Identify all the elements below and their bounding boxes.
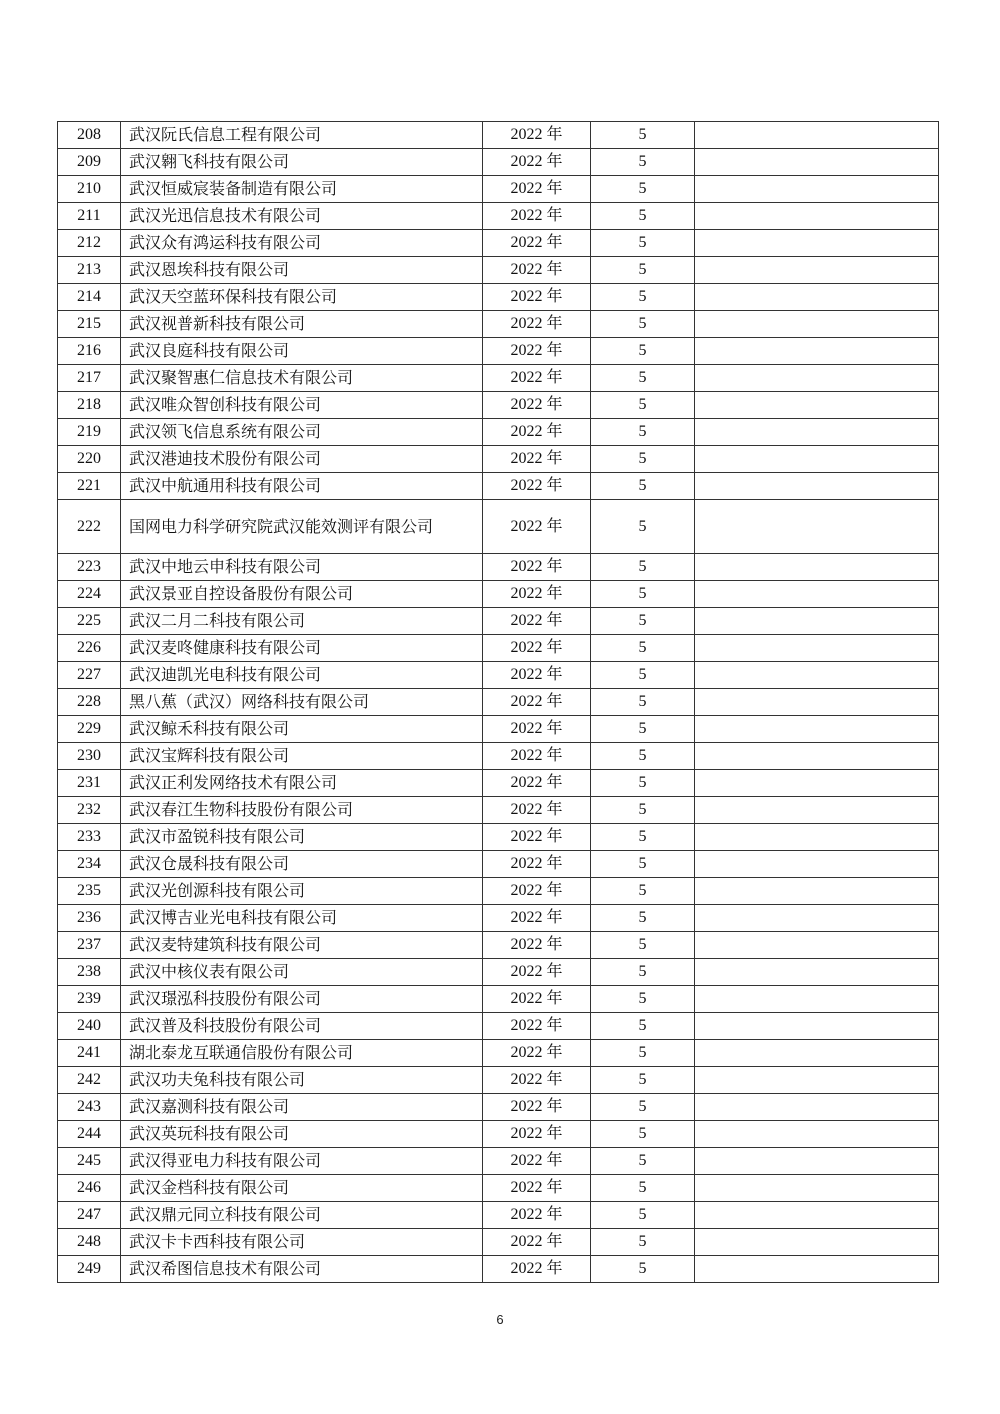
row-number-cell: 217: [58, 365, 121, 392]
row-number-cell: 222: [58, 500, 121, 554]
table-row: [58, 1094, 939, 1121]
count-cell: 5: [591, 392, 695, 419]
row-number-cell: 238: [58, 959, 121, 986]
table-row: [58, 257, 939, 284]
note-cell: [695, 905, 939, 932]
note-cell: [695, 122, 939, 149]
page-number: 6: [496, 1312, 504, 1327]
table-row: [58, 230, 939, 257]
company-name-cell: 武汉博吉业光电科技有限公司: [121, 905, 483, 932]
count-cell: 5: [591, 203, 695, 230]
note-cell: [695, 419, 939, 446]
year-cell: 2022 年: [483, 743, 591, 770]
note-cell: [695, 1067, 939, 1094]
table-row: [58, 365, 939, 392]
year-cell: 2022 年: [483, 824, 591, 851]
row-number-cell: 229: [58, 716, 121, 743]
note-cell: [695, 635, 939, 662]
count-cell: 5: [591, 1013, 695, 1040]
year-cell: 2022 年: [483, 311, 591, 338]
year-cell: 2022 年: [483, 500, 591, 554]
count-cell: 5: [591, 500, 695, 554]
table-row: [58, 1256, 939, 1283]
row-number-cell: 235: [58, 878, 121, 905]
table-row: [58, 581, 939, 608]
table-row: [58, 1229, 939, 1256]
company-name-cell: 武汉鲸禾科技有限公司: [121, 716, 483, 743]
year-cell: 2022 年: [483, 1256, 591, 1283]
year-cell: 2022 年: [483, 635, 591, 662]
company-name-cell: 武汉春江生物科技股份有限公司: [121, 797, 483, 824]
table-row: [58, 338, 939, 365]
company-name-cell: 武汉众有鸿运科技有限公司: [121, 230, 483, 257]
count-cell: 5: [591, 689, 695, 716]
row-number-cell: 246: [58, 1175, 121, 1202]
company-name-cell: 武汉仓晟科技有限公司: [121, 851, 483, 878]
table-row: [58, 986, 939, 1013]
row-number-cell: 224: [58, 581, 121, 608]
year-cell: 2022 年: [483, 473, 591, 500]
count-cell: 5: [591, 635, 695, 662]
table-row: [58, 446, 939, 473]
note-cell: [695, 581, 939, 608]
year-cell: 2022 年: [483, 149, 591, 176]
year-cell: 2022 年: [483, 1013, 591, 1040]
year-cell: 2022 年: [483, 770, 591, 797]
company-table: [57, 121, 939, 1283]
year-cell: 2022 年: [483, 986, 591, 1013]
note-cell: [695, 959, 939, 986]
count-cell: 5: [591, 716, 695, 743]
table-row: [58, 959, 939, 986]
table-row: [58, 473, 939, 500]
company-name-cell: 武汉阮氏信息工程有限公司: [121, 122, 483, 149]
year-cell: 2022 年: [483, 1067, 591, 1094]
row-number-cell: 248: [58, 1229, 121, 1256]
table-row: [58, 635, 939, 662]
note-cell: [695, 824, 939, 851]
row-number-cell: 245: [58, 1148, 121, 1175]
note-cell: [695, 311, 939, 338]
year-cell: 2022 年: [483, 878, 591, 905]
count-cell: 5: [591, 824, 695, 851]
row-number-cell: 223: [58, 554, 121, 581]
row-number-cell: 242: [58, 1067, 121, 1094]
year-cell: 2022 年: [483, 932, 591, 959]
year-cell: 2022 年: [483, 608, 591, 635]
table-row: [58, 608, 939, 635]
note-cell: [695, 851, 939, 878]
company-name-cell: 武汉麦特建筑科技有限公司: [121, 932, 483, 959]
note-cell: [695, 500, 939, 554]
company-name-cell: 武汉卡卡西科技有限公司: [121, 1229, 483, 1256]
note-cell: [695, 1013, 939, 1040]
row-number-cell: 214: [58, 284, 121, 311]
year-cell: 2022 年: [483, 1202, 591, 1229]
count-cell: 5: [591, 419, 695, 446]
year-cell: 2022 年: [483, 230, 591, 257]
note-cell: [695, 608, 939, 635]
count-cell: 5: [591, 257, 695, 284]
row-number-cell: 226: [58, 635, 121, 662]
note-cell: [695, 446, 939, 473]
row-number-cell: 215: [58, 311, 121, 338]
row-number-cell: 209: [58, 149, 121, 176]
table-row: [58, 1175, 939, 1202]
count-cell: 5: [591, 149, 695, 176]
note-cell: [695, 986, 939, 1013]
count-cell: 5: [591, 932, 695, 959]
year-cell: 2022 年: [483, 122, 591, 149]
company-name-cell: 武汉市盈锐科技有限公司: [121, 824, 483, 851]
company-name-cell: 武汉英玩科技有限公司: [121, 1121, 483, 1148]
count-cell: 5: [591, 1148, 695, 1175]
company-name-cell: 武汉希图信息技术有限公司: [121, 1256, 483, 1283]
count-cell: 5: [591, 1067, 695, 1094]
company-name-cell: 武汉港迪技术股份有限公司: [121, 446, 483, 473]
row-number-cell: 211: [58, 203, 121, 230]
year-cell: 2022 年: [483, 1175, 591, 1202]
table-row: [58, 1013, 939, 1040]
company-name-cell: 武汉聚智惠仁信息技术有限公司: [121, 365, 483, 392]
year-cell: 2022 年: [483, 257, 591, 284]
note-cell: [695, 716, 939, 743]
company-name-cell: 湖北泰龙互联通信股份有限公司: [121, 1040, 483, 1067]
table-row: [58, 1202, 939, 1229]
year-cell: 2022 年: [483, 176, 591, 203]
company-name-cell: 武汉二月二科技有限公司: [121, 608, 483, 635]
row-number-cell: 220: [58, 446, 121, 473]
row-number-cell: 210: [58, 176, 121, 203]
count-cell: 5: [591, 122, 695, 149]
year-cell: 2022 年: [483, 365, 591, 392]
company-name-cell: 武汉中航通用科技有限公司: [121, 473, 483, 500]
year-cell: 2022 年: [483, 1040, 591, 1067]
company-name-cell: 武汉恒威宸装备制造有限公司: [121, 176, 483, 203]
row-number-cell: 240: [58, 1013, 121, 1040]
company-name-cell: 武汉翱飞科技有限公司: [121, 149, 483, 176]
row-number-cell: 249: [58, 1256, 121, 1283]
year-cell: 2022 年: [483, 1121, 591, 1148]
year-cell: 2022 年: [483, 716, 591, 743]
note-cell: [695, 1121, 939, 1148]
row-number-cell: 212: [58, 230, 121, 257]
company-table-body: [58, 122, 939, 1283]
note-cell: [695, 149, 939, 176]
year-cell: 2022 年: [483, 446, 591, 473]
year-cell: 2022 年: [483, 284, 591, 311]
company-name-cell: 武汉恩埃科技有限公司: [121, 257, 483, 284]
count-cell: 5: [591, 851, 695, 878]
table-row: [58, 392, 939, 419]
table-row: [58, 311, 939, 338]
company-name-cell: 武汉得亚电力科技有限公司: [121, 1148, 483, 1175]
company-name-cell: 武汉视普新科技有限公司: [121, 311, 483, 338]
note-cell: [695, 473, 939, 500]
table-row: [58, 689, 939, 716]
count-cell: 5: [591, 770, 695, 797]
count-cell: 5: [591, 797, 695, 824]
year-cell: 2022 年: [483, 338, 591, 365]
year-cell: 2022 年: [483, 959, 591, 986]
note-cell: [695, 392, 939, 419]
table-row: [58, 284, 939, 311]
note-cell: [695, 257, 939, 284]
count-cell: 5: [591, 1175, 695, 1202]
count-cell: 5: [591, 284, 695, 311]
company-name-cell: 武汉鼎元同立科技有限公司: [121, 1202, 483, 1229]
count-cell: 5: [591, 1094, 695, 1121]
table-row: [58, 743, 939, 770]
row-number-cell: 231: [58, 770, 121, 797]
count-cell: 5: [591, 959, 695, 986]
year-cell: 2022 年: [483, 797, 591, 824]
company-name-cell: 武汉光迅信息技术有限公司: [121, 203, 483, 230]
year-cell: 2022 年: [483, 419, 591, 446]
note-cell: [695, 689, 939, 716]
year-cell: 2022 年: [483, 662, 591, 689]
row-number-cell: 218: [58, 392, 121, 419]
note-cell: [695, 1175, 939, 1202]
count-cell: 5: [591, 905, 695, 932]
table-row: [58, 554, 939, 581]
note-cell: [695, 1094, 939, 1121]
note-cell: [695, 203, 939, 230]
note-cell: [695, 878, 939, 905]
company-name-cell: 武汉天空蓝环保科技有限公司: [121, 284, 483, 311]
note-cell: [695, 1040, 939, 1067]
count-cell: 5: [591, 878, 695, 905]
note-cell: [695, 338, 939, 365]
company-name-cell: 国网电力科学研究院武汉能效测评有限公司: [121, 500, 483, 554]
row-number-cell: 216: [58, 338, 121, 365]
row-number-cell: 234: [58, 851, 121, 878]
table-row: [58, 203, 939, 230]
year-cell: 2022 年: [483, 905, 591, 932]
count-cell: 5: [591, 743, 695, 770]
table-row: [58, 176, 939, 203]
company-name-cell: 武汉良庭科技有限公司: [121, 338, 483, 365]
company-name-cell: 武汉光创源科技有限公司: [121, 878, 483, 905]
year-cell: 2022 年: [483, 554, 591, 581]
year-cell: 2022 年: [483, 203, 591, 230]
company-name-cell: 武汉金档科技有限公司: [121, 1175, 483, 1202]
note-cell: [695, 176, 939, 203]
row-number-cell: 228: [58, 689, 121, 716]
table-row: [58, 878, 939, 905]
count-cell: 5: [591, 473, 695, 500]
row-number-cell: 213: [58, 257, 121, 284]
company-name-cell: 武汉领飞信息系统有限公司: [121, 419, 483, 446]
company-name-cell: 武汉景亚自控设备股份有限公司: [121, 581, 483, 608]
company-name-cell: 武汉迪凯光电科技有限公司: [121, 662, 483, 689]
table-row: [58, 419, 939, 446]
row-number-cell: 239: [58, 986, 121, 1013]
count-cell: 5: [591, 338, 695, 365]
company-name-cell: 武汉普及科技股份有限公司: [121, 1013, 483, 1040]
row-number-cell: 233: [58, 824, 121, 851]
year-cell: 2022 年: [483, 1229, 591, 1256]
count-cell: 5: [591, 1202, 695, 1229]
row-number-cell: 244: [58, 1121, 121, 1148]
year-cell: 2022 年: [483, 689, 591, 716]
table-row: [58, 149, 939, 176]
company-name-cell: 武汉唯众智创科技有限公司: [121, 392, 483, 419]
year-cell: 2022 年: [483, 581, 591, 608]
count-cell: 5: [591, 554, 695, 581]
table-row: [58, 797, 939, 824]
count-cell: 5: [591, 365, 695, 392]
company-name-cell: 武汉功夫兔科技有限公司: [121, 1067, 483, 1094]
table-row: [58, 1148, 939, 1175]
note-cell: [695, 365, 939, 392]
row-number-cell: 219: [58, 419, 121, 446]
note-cell: [695, 1202, 939, 1229]
row-number-cell: 230: [58, 743, 121, 770]
count-cell: 5: [591, 176, 695, 203]
table-row: [58, 1040, 939, 1067]
note-cell: [695, 1256, 939, 1283]
count-cell: 5: [591, 230, 695, 257]
company-name-cell: 武汉中核仪表有限公司: [121, 959, 483, 986]
row-number-cell: 225: [58, 608, 121, 635]
row-number-cell: 232: [58, 797, 121, 824]
count-cell: 5: [591, 608, 695, 635]
table-row: [58, 716, 939, 743]
note-cell: [695, 932, 939, 959]
table-row: [58, 824, 939, 851]
table-row: [58, 851, 939, 878]
table-row: [58, 770, 939, 797]
note-cell: [695, 743, 939, 770]
note-cell: [695, 770, 939, 797]
company-name-cell: 黑八蕉（武汉）网络科技有限公司: [121, 689, 483, 716]
note-cell: [695, 1229, 939, 1256]
company-name-cell: 武汉璟泓科技股份有限公司: [121, 986, 483, 1013]
count-cell: 5: [591, 1229, 695, 1256]
count-cell: 5: [591, 311, 695, 338]
count-cell: 5: [591, 1256, 695, 1283]
row-number-cell: 208: [58, 122, 121, 149]
table-row: [58, 1121, 939, 1148]
note-cell: [695, 662, 939, 689]
table-row: [58, 662, 939, 689]
table-row: [58, 1067, 939, 1094]
year-cell: 2022 年: [483, 1148, 591, 1175]
row-number-cell: 221: [58, 473, 121, 500]
table-row: [58, 122, 939, 149]
note-cell: [695, 797, 939, 824]
row-number-cell: 247: [58, 1202, 121, 1229]
count-cell: 5: [591, 986, 695, 1013]
count-cell: 5: [591, 662, 695, 689]
company-name-cell: 武汉正利发网络技术有限公司: [121, 770, 483, 797]
note-cell: [695, 230, 939, 257]
company-name-cell: 武汉麦咚健康科技有限公司: [121, 635, 483, 662]
table-row: [58, 932, 939, 959]
row-number-cell: 243: [58, 1094, 121, 1121]
year-cell: 2022 年: [483, 1094, 591, 1121]
row-number-cell: 236: [58, 905, 121, 932]
company-name-cell: 武汉宝辉科技有限公司: [121, 743, 483, 770]
count-cell: 5: [591, 1040, 695, 1067]
table-row: [58, 905, 939, 932]
note-cell: [695, 1148, 939, 1175]
year-cell: 2022 年: [483, 851, 591, 878]
row-number-cell: 237: [58, 932, 121, 959]
row-number-cell: 241: [58, 1040, 121, 1067]
count-cell: 5: [591, 446, 695, 473]
note-cell: [695, 284, 939, 311]
company-name-cell: 武汉中地云申科技有限公司: [121, 554, 483, 581]
company-name-cell: 武汉嘉测科技有限公司: [121, 1094, 483, 1121]
row-number-cell: 227: [58, 662, 121, 689]
year-cell: 2022 年: [483, 392, 591, 419]
count-cell: 5: [591, 1121, 695, 1148]
count-cell: 5: [591, 581, 695, 608]
table-row: [58, 500, 939, 554]
note-cell: [695, 554, 939, 581]
